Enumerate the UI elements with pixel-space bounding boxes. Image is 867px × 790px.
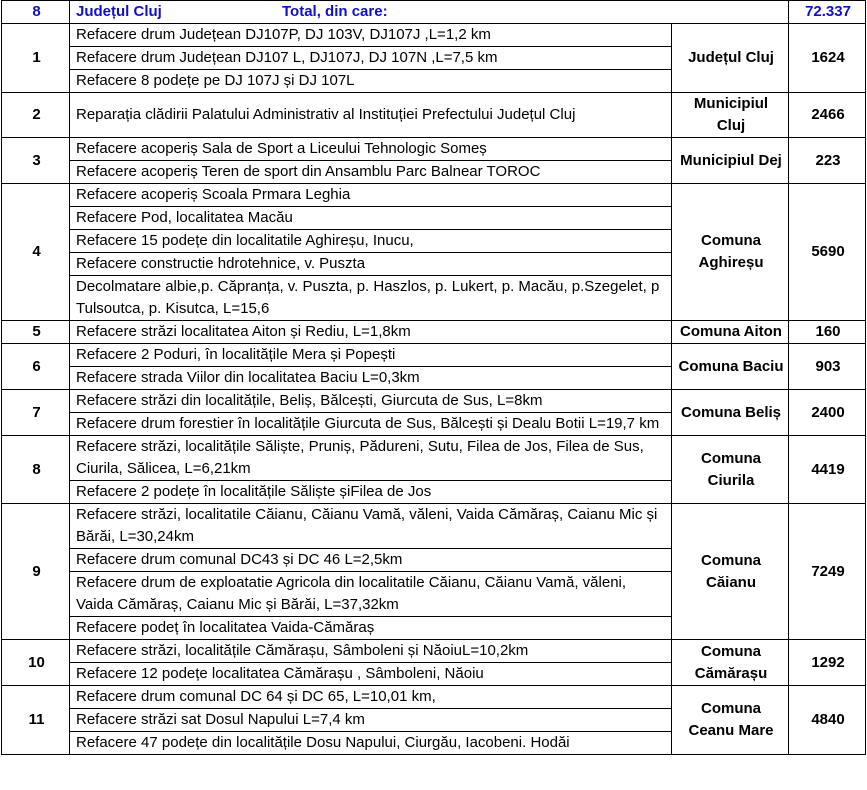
work-description: Refacere 15 podețe din localitatile Aghireșu, Inucu, [70, 230, 672, 253]
location-name: Municipiul Dej [672, 138, 789, 184]
row-number: 3 [2, 138, 70, 184]
amount-value: 903 [789, 344, 866, 390]
amount-value: 223 [789, 138, 866, 184]
location-name: Comuna Ciurila [672, 436, 789, 504]
amount-value: 2466 [789, 93, 866, 138]
row-number: 7 [2, 390, 70, 436]
row-number: 8 [2, 436, 70, 504]
table-row [2, 436, 866, 481]
work-description: Refacere drum Județean DJ107P, DJ 103V, DJ107J ,L=1,2 km [70, 24, 672, 47]
work-description: Refacere acoperiș Scoala Prmara Leghia [70, 184, 672, 207]
location-name: Județul Cluj [672, 24, 789, 93]
work-description: Refacere drum Județean DJ107 L, DJ107J, DJ 107N ,L=7,5 km [70, 47, 672, 70]
header-row [2, 1, 866, 24]
work-description: Refacere 2 Poduri, în localitățile Mera și Popești [70, 344, 672, 367]
work-description: Refacere podeț în localitatea Vaida-Cămăraș [70, 617, 672, 640]
row-number: 10 [2, 640, 70, 686]
work-description: Refacere strada Viilor din localitatea Baciu L=0,3km [70, 367, 672, 390]
work-description: Refacere străzi din localitățile, Beliș, Bălcești, Giurcuta de Sus, L=8km [70, 390, 672, 413]
amount-value: 160 [789, 321, 866, 344]
work-description: Refacere Pod, localitatea Macău [70, 207, 672, 230]
header-number: 8 [2, 1, 70, 24]
row-number: 9 [2, 504, 70, 640]
location-name: Comuna Aghireșu [672, 184, 789, 321]
header-title [70, 1, 789, 24]
table-row [2, 686, 866, 709]
row-number: 1 [2, 24, 70, 93]
table-row [2, 24, 866, 47]
table-row [2, 321, 866, 344]
header-total-label: Total, din care: [282, 3, 388, 20]
table-row [2, 93, 866, 138]
work-description: Refacere străzi sat Dosul Napului L=7,4 km [70, 709, 672, 732]
location-name: Comuna Beliș [672, 390, 789, 436]
table-row [2, 138, 866, 161]
amount-value: 5690 [789, 184, 866, 321]
row-number: 4 [2, 184, 70, 321]
work-description: Refacere 47 podețe din localitățile Dosu Napului, Ciurgău, Iacobeni. Hodăi [70, 732, 672, 755]
amount-value: 1624 [789, 24, 866, 93]
work-description: Refacere străzi, localitățile Săliște, Pruniș, Pădureni, Sutu, Filea de Jos, Filea de Sus, Ciurila, Sălicea, L=6,21km [70, 436, 672, 481]
work-description: Refacere străzi, localitățile Cămărașu, Sâmboleni și NăoiuL=10,2km [70, 640, 672, 663]
header-total-value: 72.337 [789, 1, 866, 24]
location-name: Comuna Cămărașu [672, 640, 789, 686]
work-description: Refacere 8 podețe pe DJ 107J și DJ 107L [70, 70, 672, 93]
location-name: Comuna Căianu [672, 504, 789, 640]
row-number: 5 [2, 321, 70, 344]
work-description: Refacere drum comunal DC43 și DC 46 L=2,5km [70, 549, 672, 572]
work-description: Refacere acoperiș Sala de Sport a Liceului Tehnologic Someș [70, 138, 672, 161]
work-description: Refacere 12 podețe localitatea Cămărașu , Sâmboleni, Năoiu [70, 663, 672, 686]
work-description: Refacere drum de exploatatie Agricola din localitatile Căianu, Căianu Vamă, văleni, Vaida Cămăraș, Caianu Mic și Bărăi, L=37,32km [70, 572, 672, 617]
row-number: 11 [2, 686, 70, 755]
location-name: Municipiul Cluj [672, 93, 789, 138]
row-number: 2 [2, 93, 70, 138]
location-name: Comuna Aiton [672, 321, 789, 344]
location-name: Comuna Baciu [672, 344, 789, 390]
work-description: Refacere drum forestier în localitățile Giurcuta de Sus, Bălcești și Dealu Botii L=19,7 km [70, 413, 672, 436]
work-description: Refacere drum comunal DC 64 și DC 65, L=10,01 km, [70, 686, 672, 709]
table-row [2, 344, 866, 367]
amount-value: 4419 [789, 436, 866, 504]
header-county: Județul Cluj [76, 3, 162, 20]
amount-value: 2400 [789, 390, 866, 436]
work-description: Refacere acoperiș Teren de sport din Ansamblu Parc Balnear TOROC [70, 161, 672, 184]
work-description: Refacere constructie hdrotehnice, v. Puszta [70, 253, 672, 276]
work-description: Refacere 2 podețe în localitățile Săliște șiFilea de Jos [70, 481, 672, 504]
work-description: Refacere străzi, localitatile Căianu, Căianu Vamă, văleni, Vaida Cămăraș, Caianu Mic și Bărăi, L=30,24km [70, 504, 672, 549]
location-name: Comuna Ceanu Mare [672, 686, 789, 755]
work-description: Reparația clădirii Palatului Administrativ al Instituției Prefectului Județul Cluj [70, 93, 672, 138]
amount-value: 4840 [789, 686, 866, 755]
work-description: Decolmatare albie,p. Căpranța, v. Puszta, p. Haszlos, p. Lukert, p. Macău, p.Szegelet, p Tulsoutca, p. Kisutca, L=15,6 [70, 276, 672, 321]
amount-value: 7249 [789, 504, 866, 640]
row-number: 6 [2, 344, 70, 390]
amount-value: 1292 [789, 640, 866, 686]
work-description: Refacere străzi localitatea Aiton și Rediu, L=1,8km [70, 321, 672, 344]
table-row [2, 390, 866, 413]
investment-table [1, 0, 866, 755]
table-row [2, 640, 866, 663]
table-row [2, 504, 866, 549]
table-row [2, 184, 866, 207]
